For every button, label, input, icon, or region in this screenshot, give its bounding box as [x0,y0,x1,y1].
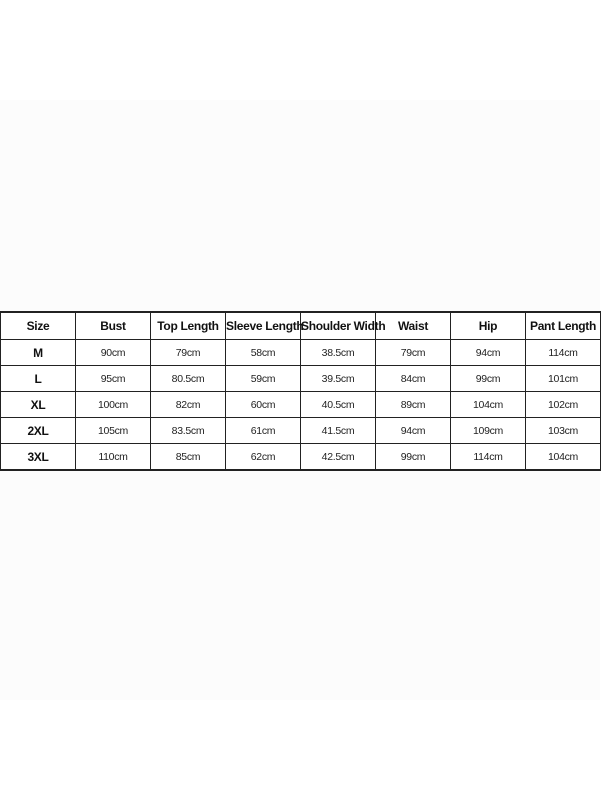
waist-cell: 94cm [376,418,451,444]
header-shoulder-width: Shoulder Width [301,312,376,340]
top-length-cell: 83.5cm [151,418,226,444]
waist-cell: 79cm [376,340,451,366]
table-row [1,392,601,418]
top-length-cell: 85cm [151,444,226,471]
hip-cell: 109cm [451,418,526,444]
header-waist: Waist [376,312,451,340]
pant-length-cell: 103cm [526,418,601,444]
waist-cell: 99cm [376,444,451,471]
header-bust: Bust [76,312,151,340]
top-length-cell: 82cm [151,392,226,418]
pant-length-cell: 101cm [526,366,601,392]
shoulder-width-cell: 40.5cm [301,392,376,418]
sleeve-length-cell: 60cm [226,392,301,418]
table-row [1,340,601,366]
size-cell: 2XL [1,418,76,444]
bust-cell: 95cm [76,366,151,392]
top-length-cell: 79cm [151,340,226,366]
header-sleeve-length: Sleeve Length [226,312,301,340]
waist-cell: 84cm [376,366,451,392]
pant-length-cell: 114cm [526,340,601,366]
size-chart-table [0,311,601,471]
sleeve-length-cell: 58cm [226,340,301,366]
bust-cell: 100cm [76,392,151,418]
shoulder-width-cell: 41.5cm [301,418,376,444]
hip-cell: 94cm [451,340,526,366]
header-size: Size [1,312,76,340]
sleeve-length-cell: 61cm [226,418,301,444]
table-row [1,366,601,392]
bust-cell: 90cm [76,340,151,366]
header-top-length: Top Length [151,312,226,340]
shoulder-width-cell: 38.5cm [301,340,376,366]
shoulder-width-cell: 42.5cm [301,444,376,471]
pant-length-cell: 102cm [526,392,601,418]
size-cell: 3XL [1,444,76,471]
bust-cell: 110cm [76,444,151,471]
top-length-cell: 80.5cm [151,366,226,392]
table-row [1,418,601,444]
size-cell: L [1,366,76,392]
hip-cell: 104cm [451,392,526,418]
bust-cell: 105cm [76,418,151,444]
header-pant-length: Pant Length [526,312,601,340]
shoulder-width-cell: 39.5cm [301,366,376,392]
pant-length-cell: 104cm [526,444,601,471]
size-cell: XL [1,392,76,418]
header-row [1,312,601,340]
sleeve-length-cell: 59cm [226,366,301,392]
sleeve-length-cell: 62cm [226,444,301,471]
hip-cell: 99cm [451,366,526,392]
header-hip: Hip [451,312,526,340]
size-cell: M [1,340,76,366]
table-row [1,444,601,471]
waist-cell: 89cm [376,392,451,418]
hip-cell: 114cm [451,444,526,471]
